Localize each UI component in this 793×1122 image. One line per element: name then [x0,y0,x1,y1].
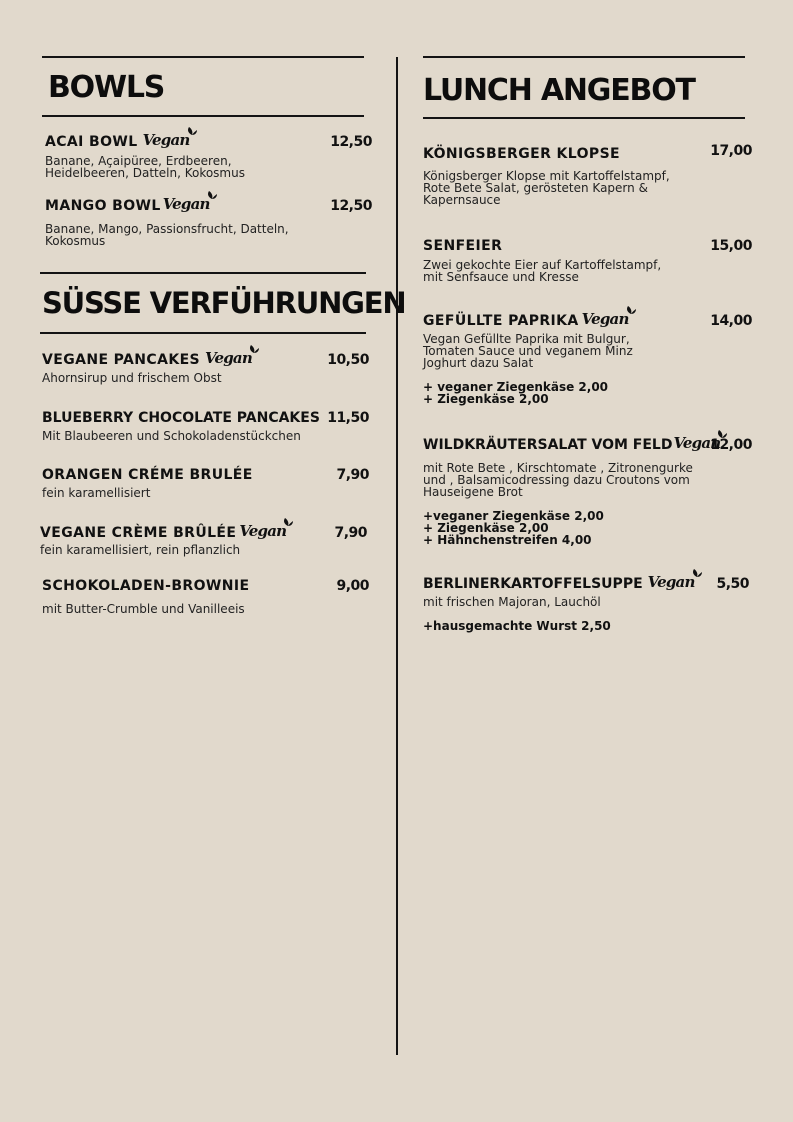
leaf-icon [248,344,260,354]
vegan-badge: Vegan [205,349,260,367]
item-extra: +veganer Ziegenkäse 2,00 [423,509,604,523]
vegan-badge: Vegan [239,522,294,540]
leaf-icon [691,568,703,578]
item-name: KÖNIGSBERGER KLOPSE [423,146,621,162]
item-name: MANGO BOWL Vegan [45,198,218,214]
item-price: 14,00 [710,313,752,329]
item-name: BERLINERKARTOFFELSUPPE Vegan [423,576,703,592]
item-name: ACAI BOWL Vegan [45,134,198,150]
item-extra: +hausgemachte Wurst 2,50 [423,619,611,633]
item-description: Banane, Açaipüree, Erdbeeren, Heidelbeeren, Datteln, Kokosmus [45,154,245,180]
item-description: Mit Blaubeeren und Schokoladenstückchen [42,429,301,443]
item-name: VEGANE PANCAKES Vegan [42,352,260,368]
item-description: mit Butter-Crumble und Vanilleeis [42,602,245,616]
column-divider [396,57,398,1055]
divider [423,117,745,119]
item-description: mit frischen Majoran, Lauchöl [423,595,601,609]
vegan-badge: Vegan [143,131,198,149]
item-price: 12,00 [710,437,752,453]
item-description: Vegan Gefüllte Paprika mit Bulgur, Tomaten Sauce und veganem Minz Joghurt dazu Salat [423,332,633,370]
section-heading-sweets: SÜSSE VERFÜHRUNGEN [42,286,406,320]
item-extra: + Ziegenkäse 2,00 [423,392,549,406]
item-extra: + Hähnchenstreifen 4,00 [423,533,592,547]
item-price: 9,00 [336,578,369,594]
divider [40,272,366,274]
item-price: 11,50 [327,410,369,426]
leaf-icon [625,305,637,315]
item-description: Zwei gekochte Eier auf Kartoffelstampf, mit Senfsauce und Kresse [423,258,662,284]
item-name: WILDKRÄUTERSALAT VOM FELD Vegan [423,437,728,453]
item-name: GEFÜLLTE PAPRIKA Vegan [423,313,637,329]
item-name: SCHOKOLADEN-BROWNIE [42,578,250,594]
item-price: 15,00 [710,238,752,254]
item-extra: + Ziegenkäse 2,00 [423,521,549,535]
item-name: SENFEIER [423,238,503,254]
vegan-badge: Vegan [648,573,703,591]
item-description: fein karamellisiert, rein pflanzlich [40,543,241,557]
divider [42,115,364,117]
item-price: 10,50 [327,352,369,368]
item-name: VEGANE CRÈME BRÛLÉE Vegan [40,525,294,541]
vegan-badge: Vegan [163,195,218,213]
item-name: ORANGEN CRÉME BRULÉE [42,467,253,483]
divider [40,332,366,334]
item-price: 5,50 [716,576,749,592]
divider [42,56,364,58]
item-description: Königsberger Klopse mit Kartoffelstampf, Rote Bete Salat, gerösteten Kapern & Kapernsauce [423,169,670,207]
leaf-icon [186,126,198,136]
item-description: fein karamellisiert [42,486,151,500]
item-name: BLUEBERRY CHOCOLATE PANCAKES [42,410,320,426]
vegan-badge: Vegan [582,310,637,328]
item-price: 12,50 [330,198,372,214]
leaf-icon [282,517,294,527]
section-heading-bowls: BOWLS [48,70,165,105]
item-price: 7,90 [334,525,367,541]
section-heading-lunch: LUNCH ANGEBOT [423,73,695,108]
item-price: 12,50 [330,134,372,150]
item-extra: + veganer Ziegenkäse 2,00 [423,380,609,394]
leaf-icon [206,190,218,200]
item-description: Ahornsirup und frischem Obst [42,371,222,385]
item-description: mit Rote Bete , Kirschtomate , Zitronengurke und , Balsamicodressing dazu Croutons vom Hauseigene Brot [423,461,693,499]
item-description: Banane, Mango, Passionsfrucht, Datteln, Kokosmus [45,222,289,248]
divider [423,56,745,58]
item-price: 17,00 [710,143,752,159]
item-price: 7,90 [336,467,369,483]
vegan-badge: Vegan [673,434,728,452]
